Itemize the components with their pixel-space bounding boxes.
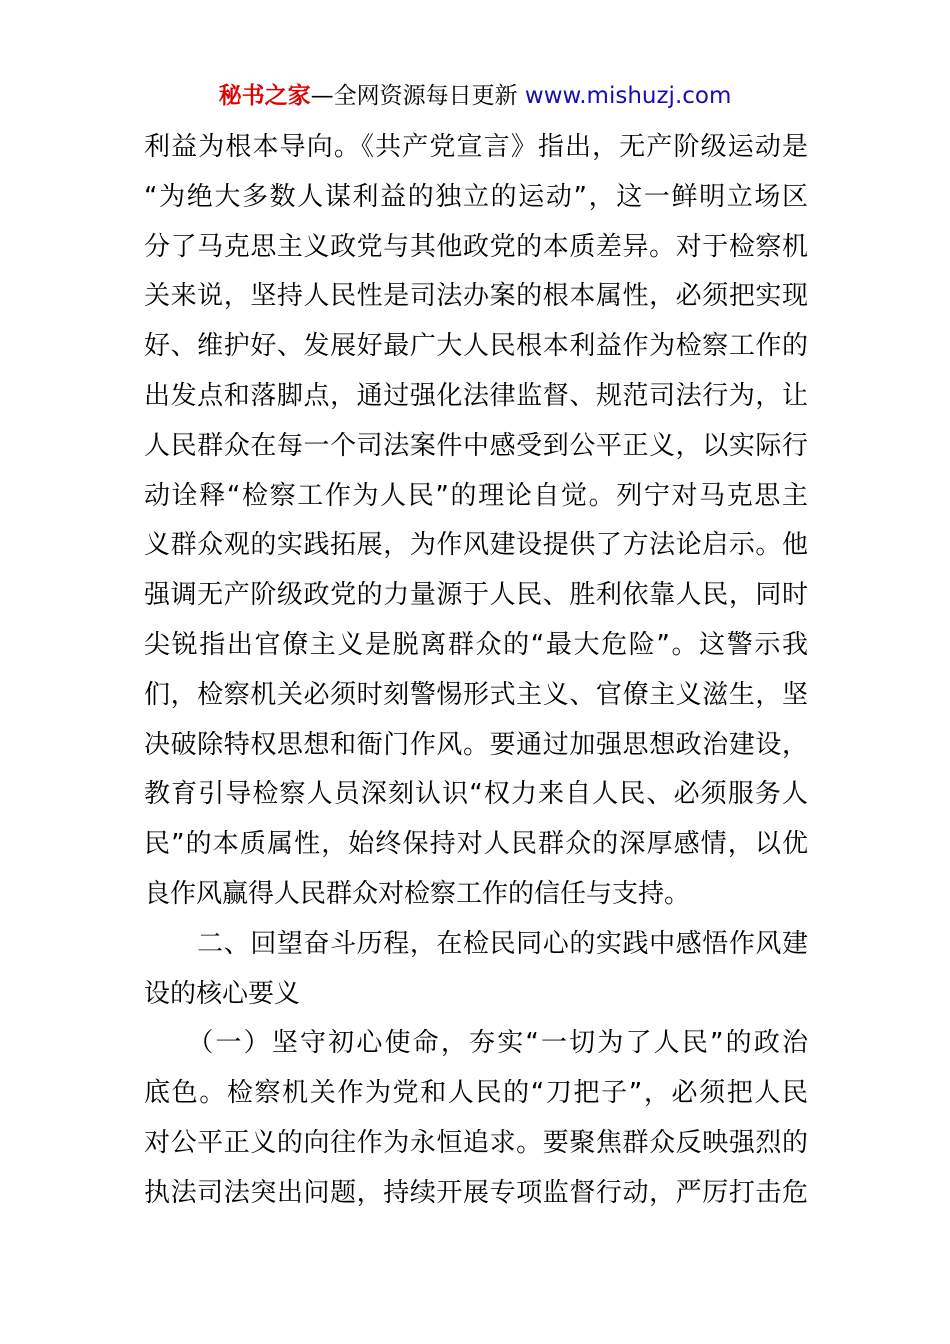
text-line: 关来说，坚持人民性是司法办案的根本属性，必须把实现 xyxy=(144,281,808,312)
text-line: 民”的本质属性，始终保持对人民群众的深厚感情，以优 xyxy=(144,829,808,860)
text-line: 出发点和落脚点，通过强化法律监督、规范司法行为，让 xyxy=(144,380,808,411)
text-line: （一）坚守初心使命，夯实“一切为了人民”的政治 xyxy=(144,1028,808,1059)
text-line: 决破除特权思想和衙门作风。要通过加强思想政治建设， xyxy=(144,729,808,760)
header-tagline: —全网资源每日更新 xyxy=(310,83,518,109)
text-line: 动诠释“检察工作为人民”的理论自觉。列宁对马克思主 xyxy=(144,480,808,511)
text-line: “为绝大多数人谋利益的独立的运动”，这一鲜明立场区 xyxy=(144,181,808,212)
section-heading: 二、回望奋斗历程，在检民同心的实践中感悟作风建 xyxy=(144,928,808,959)
text-line: 执法司法突出问题，持续开展专项监督行动，严厉打击危 xyxy=(144,1177,808,1208)
text-line: 义群众观的实践拓展，为作风建设提供了方法论启示。他 xyxy=(144,530,808,561)
text-line: 强调无产阶级政党的力量源于人民、胜利依靠人民，同时 xyxy=(144,580,808,611)
document-body xyxy=(144,123,808,1219)
text-line: 教育引导检察人员深刻认识“权力来自人民、必须服务人 xyxy=(144,779,808,810)
section-heading: 设的核心要义 xyxy=(144,978,301,1009)
site-url[interactable]: www.mishuzj.com xyxy=(524,83,732,109)
page-header xyxy=(0,80,950,112)
brand-name: 秘书之家 xyxy=(218,83,311,109)
text-line: 对公平正义的向往作为永恒追求。要聚焦群众反映强烈的 xyxy=(144,1127,808,1158)
text-line: 底色。检察机关作为党和人民的“刀把子”，必须把人民 xyxy=(144,1078,808,1109)
text-line: 好、维护好、发展好最广大人民根本利益作为检察工作的 xyxy=(144,331,808,362)
text-line: 人民群众在每一个司法案件中感受到公平正义，以实际行 xyxy=(144,430,808,461)
text-line: 们，检察机关必须时刻警惕形式主义、官僚主义滋生，坚 xyxy=(144,679,808,710)
text-line: 分了马克思主义政党与其他政党的本质差异。对于检察机 xyxy=(144,231,808,262)
text-line: 良作风赢得人民群众对检察工作的信任与支持。 xyxy=(144,878,691,909)
text-line: 利益为根本导向。《共产党宣言》指出，无产阶级运动是 xyxy=(144,132,808,162)
text-line: 尖锐指出官僚主义是脱离群众的“最大危险”。这警示我 xyxy=(144,629,808,660)
